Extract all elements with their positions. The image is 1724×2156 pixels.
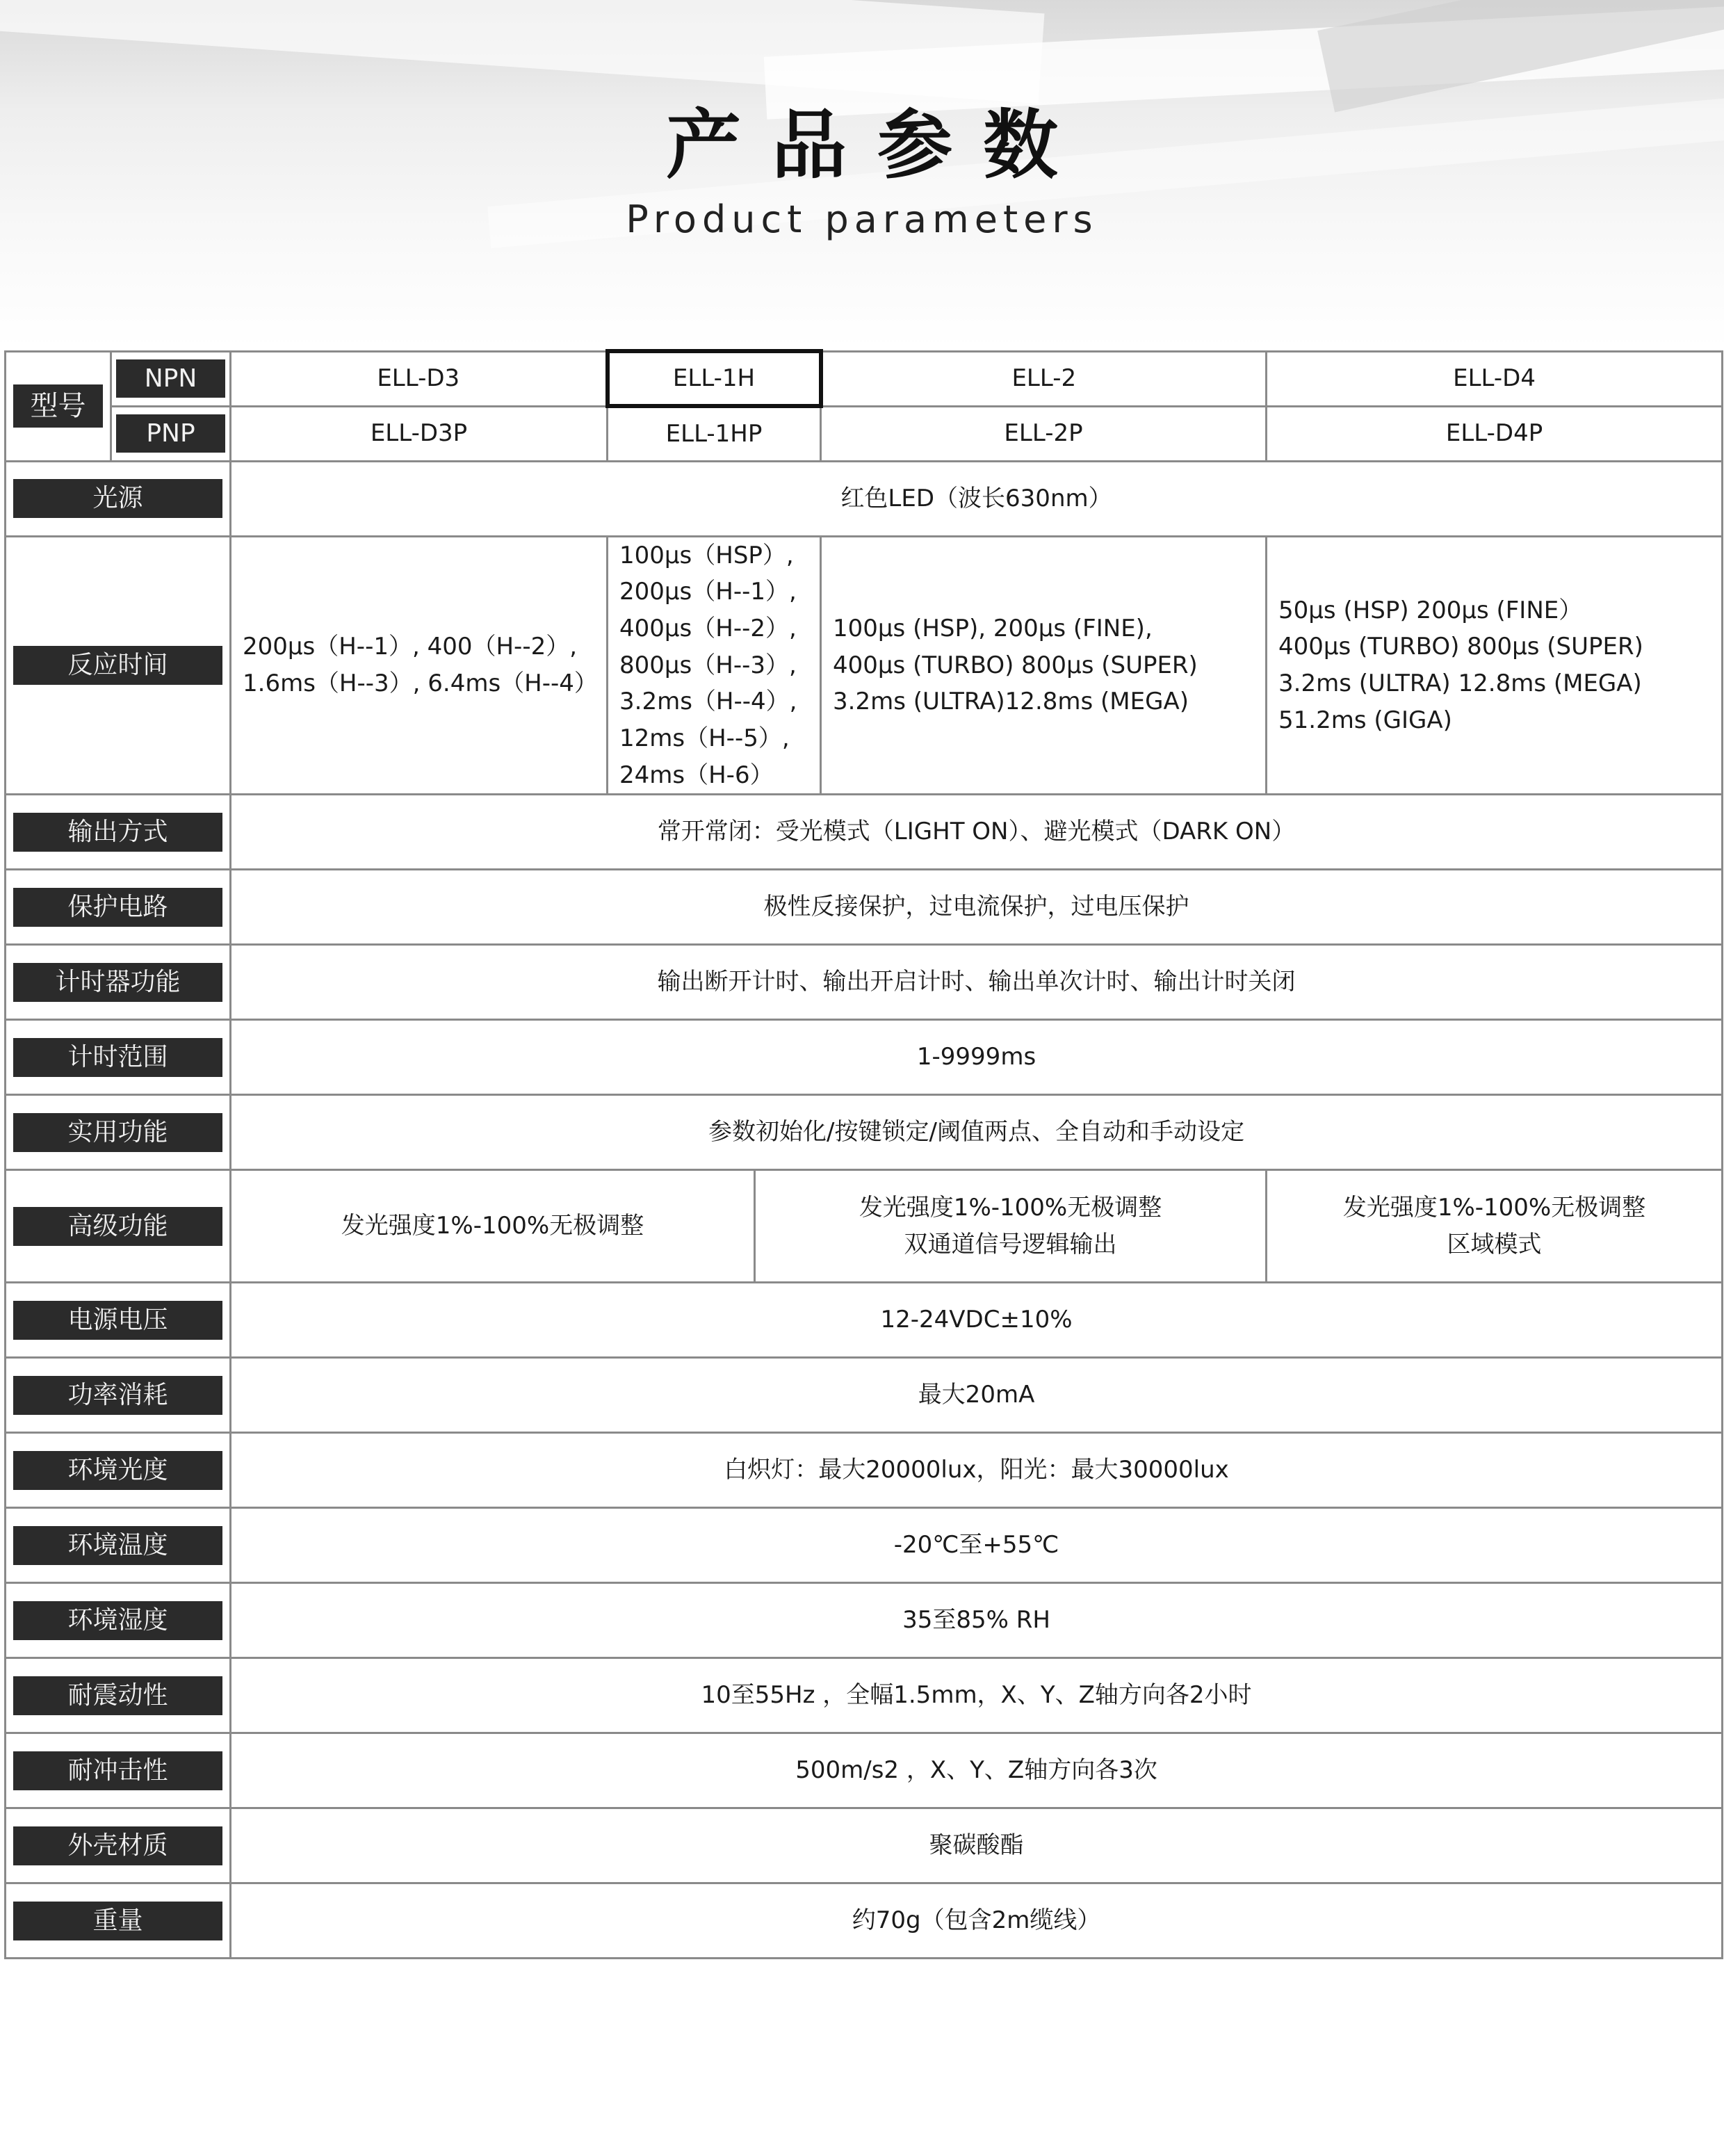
table-row-timer-range [6, 1020, 1723, 1095]
table-row-ambient-temp [6, 1508, 1723, 1583]
pnp-model-2p: ELL-2P [821, 406, 1267, 461]
pnp-label-cell [111, 406, 231, 461]
table-row-pnp [6, 406, 1723, 461]
row-label: 重量 [13, 1902, 222, 1940]
power-value: 最大20mA [231, 1358, 1723, 1433]
ambient-light-value: 白炽灯：最大20000lux，阳光：最大30000lux [231, 1433, 1723, 1508]
page-title: 产品参数 [665, 102, 1089, 189]
advanced-value-1: 发光强度1%-100%无极调整 [231, 1170, 755, 1283]
row-label: 实用功能 [13, 1113, 222, 1152]
pnp-model-d4p: ELL-D4P [1267, 406, 1723, 461]
npn-label-cell [111, 351, 231, 406]
shock-value: 500m/s2 ，X、Y、Z轴方向各3次 [231, 1733, 1723, 1808]
response-time-d3: 200μs（H--1）, 400（H--2）, 1.6ms（H--3）, 6.4ms（H--4） [231, 536, 608, 795]
spec-table [4, 349, 1723, 1959]
npn-label: NPN [116, 359, 225, 398]
table-row-timer-function [6, 945, 1723, 1020]
row-label: 耐冲击性 [13, 1751, 222, 1790]
table-row-advanced [6, 1170, 1723, 1283]
light-source-value: 红色LED（波长630nm） [231, 461, 1723, 536]
table-row-ambient-humidity [6, 1583, 1723, 1658]
row-label: 环境湿度 [13, 1601, 222, 1640]
npn-model-1h: ELL-1H [608, 351, 821, 406]
utility-value: 参数初始化/按键锁定/阈值两点、全自动和手动设定 [231, 1095, 1723, 1170]
table-row-utility [6, 1095, 1723, 1170]
advanced-value-2: 发光强度1%-100%无极调整 双通道信号逻辑输出 [755, 1170, 1267, 1283]
row-label: 计时范围 [13, 1038, 222, 1077]
output-mode-value: 常开常闭：受光模式（LIGHT ON）、避光模式（DARK ON） [231, 795, 1723, 870]
npn-model-2: ELL-2 [821, 351, 1267, 406]
table-row-npn [6, 351, 1723, 406]
table-row-light-source [6, 461, 1723, 536]
model-label-cell [6, 351, 111, 461]
vibration-value: 10至55Hz ，全幅1.5mm，X、Y、Z轴方向各2小时 [231, 1658, 1723, 1733]
response-time-d4: 50μs (HSP) 200μs (FINE） 400μs (TURBO) 800μs (SUPER) 3.2ms (ULTRA) 12.8ms (MEGA) 51.2ms (GIGA) [1267, 536, 1723, 795]
npn-model-d4: ELL-D4 [1267, 351, 1723, 406]
ambient-temp-value: -20℃至+55℃ [231, 1508, 1723, 1583]
table-row-power [6, 1358, 1723, 1433]
table-row-weight [6, 1883, 1723, 1959]
pnp-model-1hp: ELL-1HP [608, 406, 821, 461]
housing-value: 聚碳酸酯 [231, 1808, 1723, 1883]
row-label: 输出方式 [13, 813, 222, 852]
advanced-value-3: 发光强度1%-100%无极调整 区域模式 [1267, 1170, 1723, 1283]
row-label: 功率消耗 [13, 1376, 222, 1415]
table-row-vibration [6, 1658, 1723, 1733]
table-row-housing [6, 1808, 1723, 1883]
timer-function-value: 输出断开计时、输出开启计时、输出单次计时、输出计时关闭 [231, 945, 1723, 1020]
row-label: 环境光度 [13, 1451, 222, 1490]
row-label: 型号 [13, 384, 103, 428]
row-label: 反应时间 [13, 646, 222, 685]
row-label: 环境温度 [13, 1526, 222, 1565]
ambient-humidity-value: 35至85% RH [231, 1583, 1723, 1658]
page-subtitle: Product parameters [626, 197, 1098, 241]
pnp-model-d3p: ELL-D3P [231, 406, 608, 461]
protection-value: 极性反接保护，过电流保护，过电压保护 [231, 870, 1723, 945]
supply-voltage-value: 12-24VDC±10% [231, 1283, 1723, 1358]
response-time-2: 100μs (HSP), 200μs (FINE), 400μs (TURBO) 800μs (SUPER) 3.2ms (ULTRA)12.8ms (MEGA) [821, 536, 1267, 795]
pnp-label: PNP [116, 414, 225, 453]
row-label: 耐震动性 [13, 1676, 222, 1715]
response-time-1h: 100μs（HSP）, 200μs（H--1）, 400μs（H--2）, 800μs（H--3）, 3.2ms（H--4）, 12ms（H--5）, 24ms（H-6） [608, 536, 821, 795]
row-label: 光源 [13, 479, 222, 518]
table-row-response-time [6, 536, 1723, 795]
weight-value: 约70g（包含2m缆线） [231, 1883, 1723, 1959]
row-label: 计时器功能 [13, 963, 222, 1002]
row-label: 保护电路 [13, 888, 222, 927]
table-row-shock [6, 1733, 1723, 1808]
row-label: 电源电压 [13, 1301, 222, 1340]
row-label: 外壳材质 [13, 1826, 222, 1865]
timer-range-value: 1-9999ms [231, 1020, 1723, 1095]
table-row-supply-voltage [6, 1283, 1723, 1358]
table-row-protection [6, 870, 1723, 945]
table-row-output-mode [6, 795, 1723, 870]
row-label: 高级功能 [13, 1207, 222, 1246]
table-row-ambient-light [6, 1433, 1723, 1508]
npn-model-d3: ELL-D3 [231, 351, 608, 406]
